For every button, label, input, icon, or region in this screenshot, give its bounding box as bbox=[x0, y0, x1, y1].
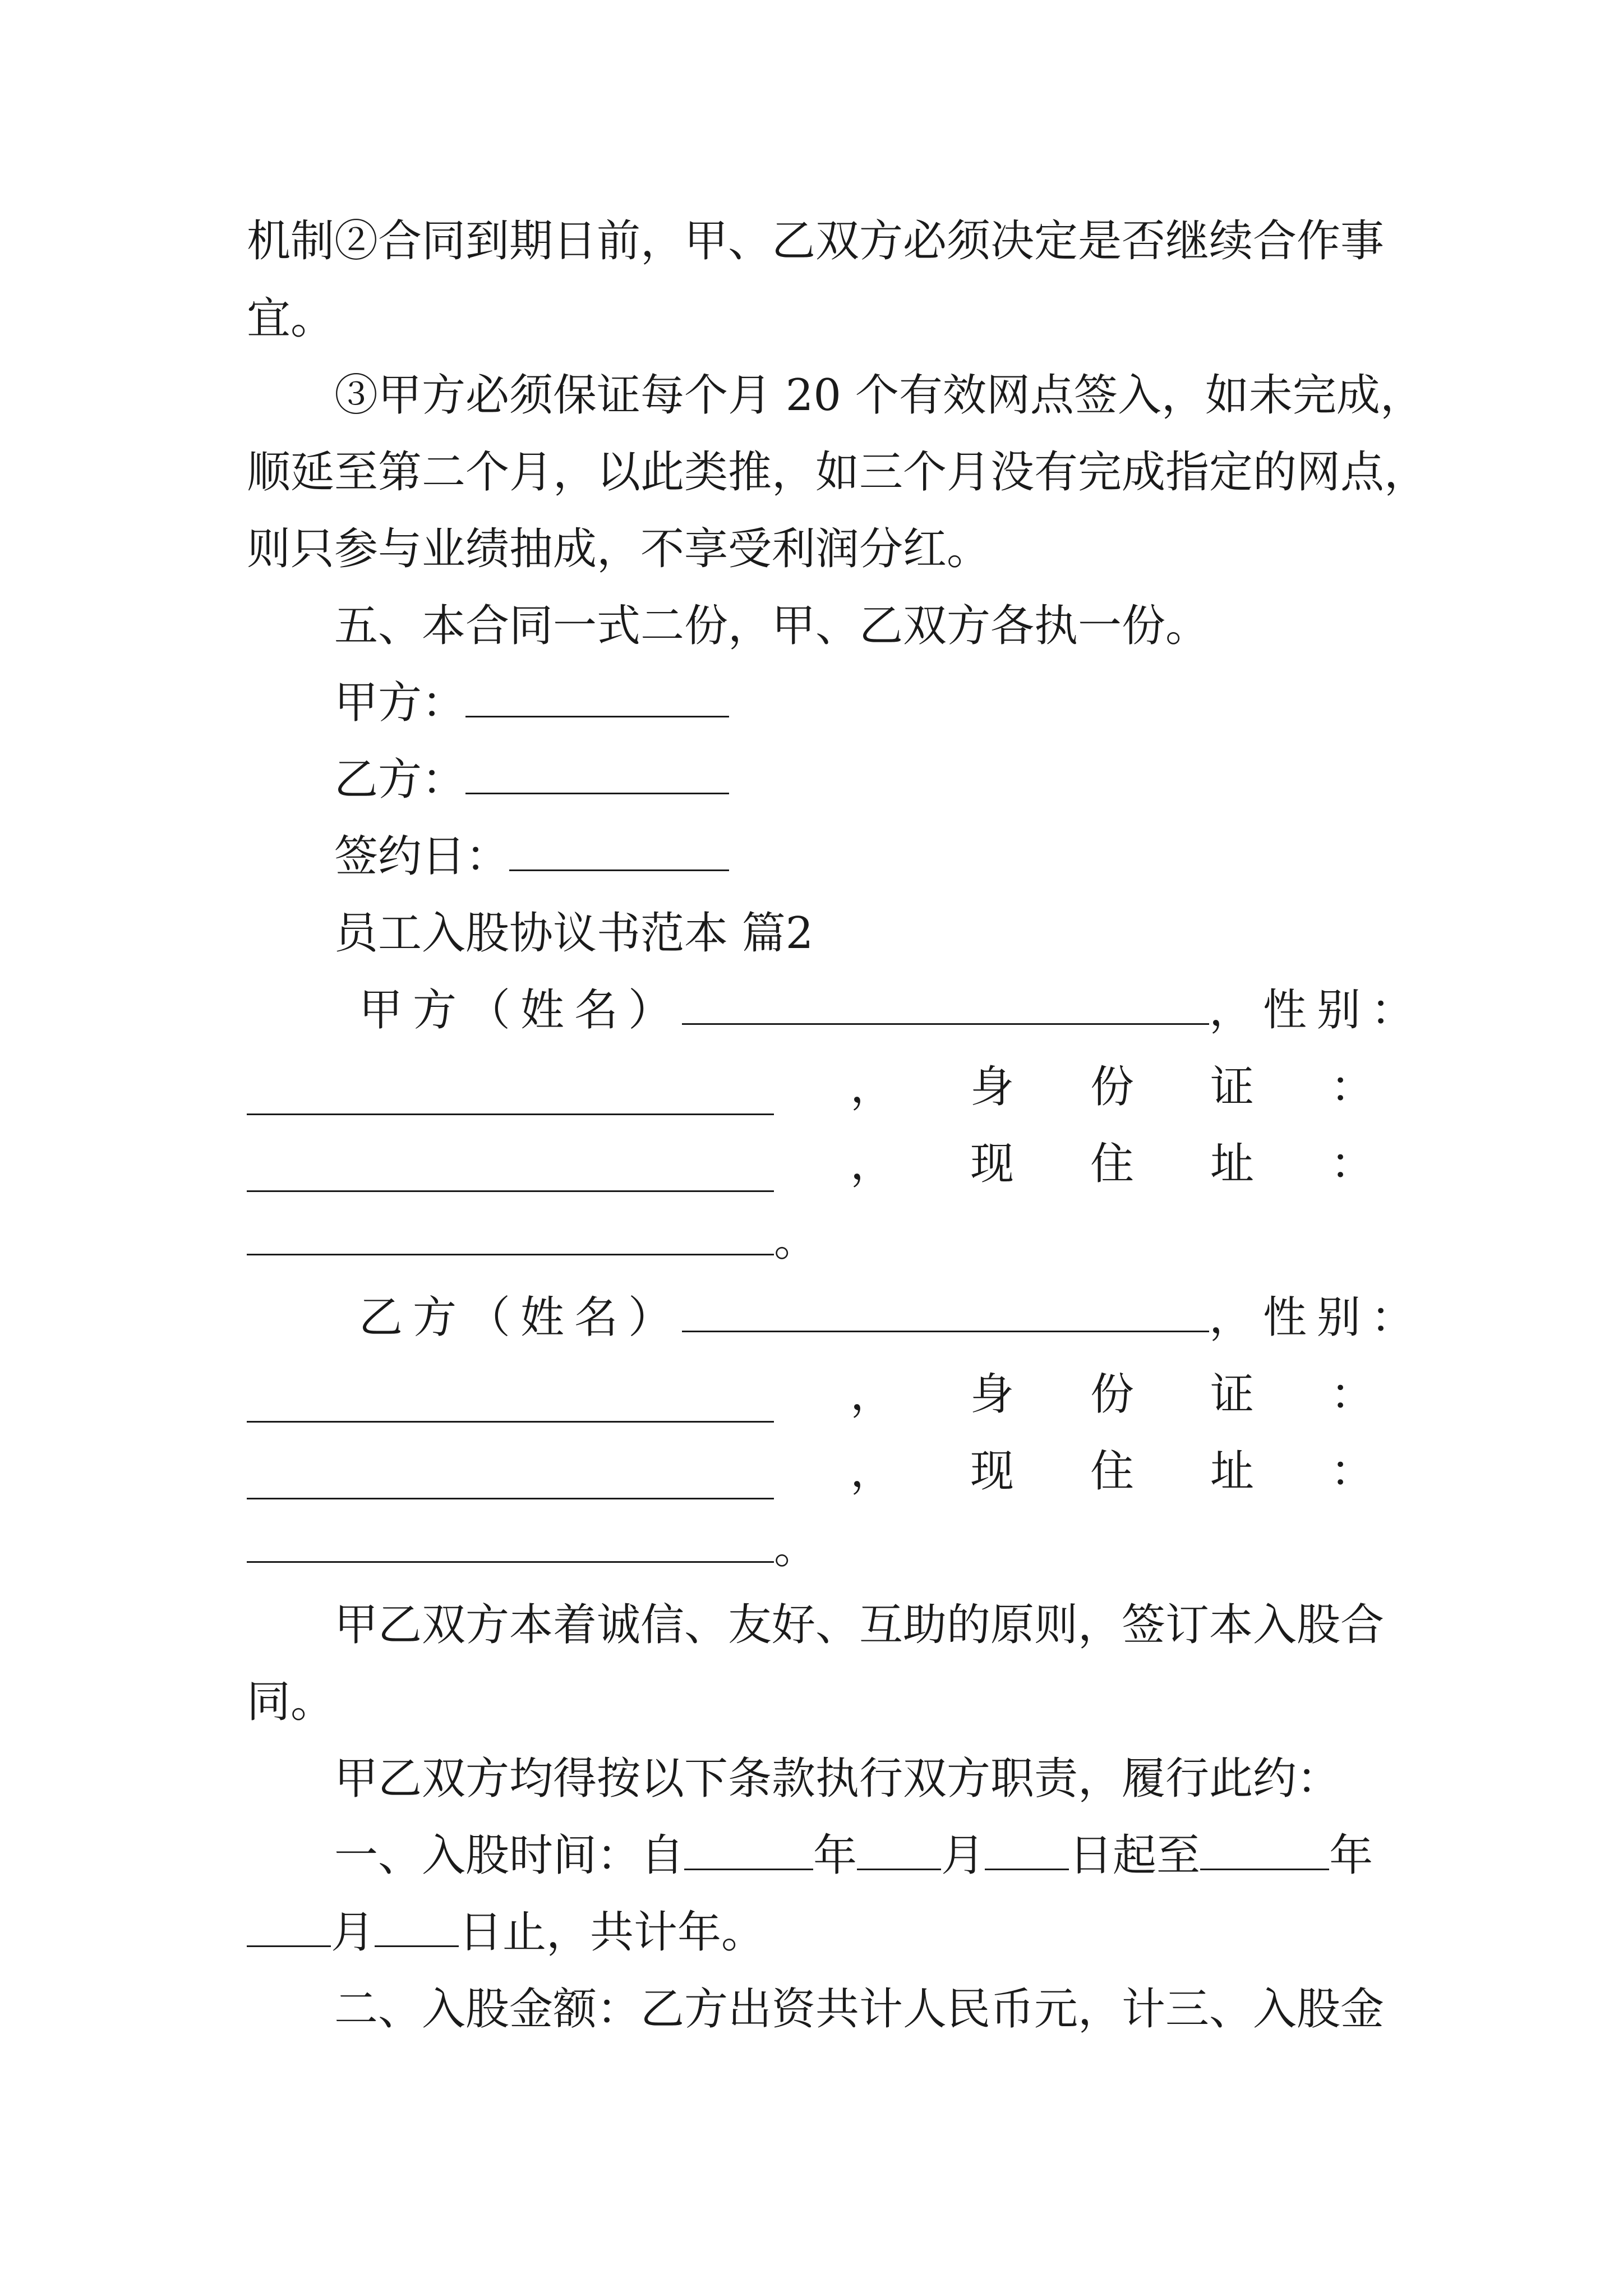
start-day-blank bbox=[985, 1836, 1069, 1870]
party-a-address-char-4: ： bbox=[1330, 1139, 1374, 1189]
body-line-2: 同。 bbox=[247, 1677, 335, 1727]
party-a-address-char-3: 址 bbox=[1210, 1139, 1254, 1189]
text-line-3: ③甲方必须保证每个月 20 个有效网点签入，如未完成， bbox=[334, 370, 1424, 421]
party-b-address-comma: ， bbox=[850, 1446, 894, 1497]
party-a-address-char-1: 现 bbox=[970, 1139, 1014, 1189]
party-a-id-char-1: 身 bbox=[970, 1062, 1014, 1112]
end-day-label: 日止，共计年。 bbox=[459, 1907, 766, 1958]
party-a-gender-blank bbox=[247, 1081, 774, 1115]
party-a-gender-label: ，性别： bbox=[1209, 985, 1425, 1036]
party-b-id-char-3: 证 bbox=[1210, 1369, 1254, 1420]
party-b-name-blank bbox=[682, 1298, 1209, 1332]
end-month-label: 月 bbox=[331, 1907, 375, 1958]
party-a-address-line bbox=[247, 1136, 1374, 1192]
party-a-address-blank bbox=[247, 1221, 774, 1255]
party-a-id-blank bbox=[247, 1158, 774, 1192]
party-b-address-char-3: 址 bbox=[1210, 1446, 1254, 1497]
body-line-1: 甲乙双方本着诚信、友好、互助的原则，签订本入股合 bbox=[334, 1600, 1385, 1650]
party-a-id-char-4: ： bbox=[1330, 1062, 1374, 1112]
text-line-4: 顺延至第二个月，以此类推，如三个月没有完成指定的网点， bbox=[247, 447, 1428, 498]
party-b-address-char-4: ： bbox=[1330, 1446, 1374, 1497]
sign-date-blank bbox=[509, 837, 729, 871]
party-a-id-line bbox=[247, 1059, 1374, 1115]
clause-two: 二、入股金额：乙方出资共计人民币元，计三、入股金 bbox=[334, 1984, 1385, 2035]
party-b-id-line bbox=[247, 1366, 1374, 1423]
text-line-5: 则只参与业绩抽成，不享受利润分红。 bbox=[247, 524, 991, 574]
party-a-end-mark: 。 bbox=[774, 1216, 818, 1266]
start-month-blank bbox=[857, 1836, 941, 1870]
party-b-signature-line bbox=[334, 752, 729, 808]
party-b-signature-label: 乙方： bbox=[334, 754, 466, 805]
party-a-address-char-2: 住 bbox=[1090, 1139, 1134, 1189]
party-a-id-char-2: 份 bbox=[1090, 1062, 1134, 1112]
party-a-signature-line bbox=[334, 675, 729, 731]
party-a-name-blank bbox=[682, 991, 1209, 1025]
party-b-gender-blank bbox=[247, 1388, 774, 1423]
party-a-signature-label: 甲方： bbox=[334, 678, 466, 728]
party-b-address-end-line bbox=[247, 1520, 818, 1576]
party-a-signature-blank bbox=[465, 683, 729, 717]
party-b-address-char-2: 住 bbox=[1090, 1446, 1134, 1497]
end-day-blank bbox=[375, 1913, 459, 1947]
party-a-id-comma: ， bbox=[850, 1062, 894, 1112]
sign-date-line bbox=[334, 829, 729, 885]
party-b-end-mark: 。 bbox=[774, 1523, 818, 1573]
body-line-3: 甲乙双方均得按以下条款执行双方职责，履行此约： bbox=[334, 1754, 1341, 1804]
party-b-address-blank bbox=[247, 1529, 774, 1563]
clause-five: 五、本合同一式二份，甲、乙双方各执一份。 bbox=[334, 601, 1210, 651]
party-b-id-blank bbox=[247, 1465, 774, 1499]
clause-one-line-1 bbox=[334, 1828, 1373, 1884]
party-a-address-comma: ， bbox=[850, 1139, 894, 1189]
start-year-label: 年 bbox=[813, 1830, 857, 1881]
text-line-1: 机制②合同到期日前，甲、乙双方必须决定是否继续合作事 bbox=[247, 216, 1385, 266]
end-year-label: 年 bbox=[1329, 1830, 1373, 1881]
party-b-gender-label: ，性别： bbox=[1209, 1292, 1425, 1343]
sign-date-label: 签约日： bbox=[334, 831, 510, 882]
party-a-name-line bbox=[359, 982, 1424, 1038]
party-b-id-comma: ， bbox=[850, 1369, 894, 1420]
clause-one-prefix: 一、入股时间：自 bbox=[334, 1830, 685, 1881]
party-b-id-char-1: 身 bbox=[970, 1369, 1014, 1420]
end-month-blank bbox=[247, 1913, 331, 1947]
start-day-label: 日起至 bbox=[1069, 1830, 1201, 1881]
party-b-address-char-1: 现 bbox=[970, 1446, 1014, 1497]
start-month-label: 月 bbox=[941, 1830, 985, 1881]
party-b-signature-blank bbox=[465, 760, 729, 794]
party-a-id-char-3: 证 bbox=[1210, 1062, 1254, 1112]
party-a-address-end-line bbox=[247, 1213, 818, 1269]
party-b-id-char-4: ： bbox=[1330, 1369, 1374, 1420]
section-heading: 员工入股协议书范本 篇2 bbox=[334, 908, 814, 959]
party-b-name-label: 乙方（姓名） bbox=[359, 1292, 683, 1343]
end-year-blank bbox=[1200, 1836, 1329, 1870]
party-a-name-label: 甲方（姓名） bbox=[359, 985, 683, 1036]
party-b-id-char-2: 份 bbox=[1090, 1369, 1134, 1420]
party-b-name-line bbox=[359, 1290, 1424, 1346]
start-year-blank bbox=[684, 1836, 813, 1870]
party-b-address-line bbox=[247, 1443, 1374, 1499]
text-line-2: 宜。 bbox=[247, 293, 335, 344]
clause-one-line-2 bbox=[247, 1904, 765, 1961]
